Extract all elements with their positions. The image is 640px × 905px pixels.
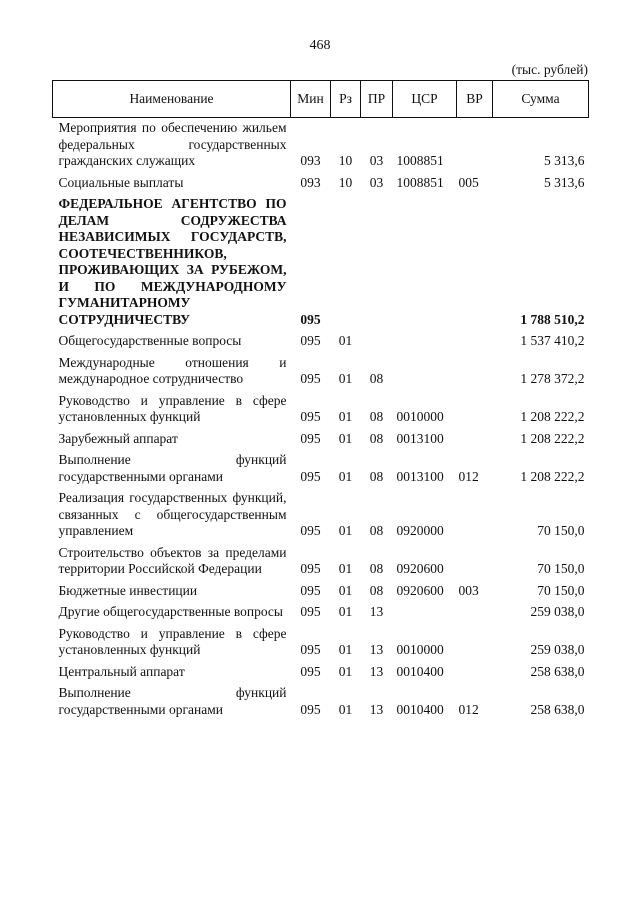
cell-vr	[457, 331, 493, 353]
cell-csr: 0010000	[396, 642, 444, 657]
cell-min: 095	[300, 523, 321, 538]
table-row	[53, 173, 589, 195]
cell-sum: 1 278 372,2	[520, 371, 585, 386]
cell-pr: 08	[369, 430, 384, 446]
cell-csr: 0010000	[396, 409, 444, 424]
cell-vr	[457, 118, 493, 173]
cell-name: Мероприятия по обеспечению жильем федеральных государственных гражданских служащих	[58, 120, 287, 168]
cell-name: Международные отношения и международное сотрудничество	[58, 354, 287, 386]
cell-vr	[457, 543, 493, 581]
header-vr: ВР	[457, 81, 493, 118]
cell-min: 095	[300, 333, 321, 348]
budget-table	[52, 80, 589, 721]
cell-min: 095	[300, 701, 321, 717]
cell-min: 095	[300, 430, 321, 446]
cell-name: Реализация государственных функций, связанных с общегосударственным управлением	[58, 490, 287, 538]
header-csr: ЦСР	[393, 81, 457, 118]
cell-pr: 03	[369, 153, 384, 168]
cell-name: ФЕДЕРАЛЬНОЕ АГЕНТСТВО ПО ДЕЛАМ СОДРУЖЕСТВА НЕЗАВИСИМЫХ ГОСУДАРСТВ, СООТЕЧЕСТВЕННИКОВ, ПРОЖИВАЮЩИХ ЗА РУБЕЖОМ, И ПО МЕЖДУНАРОДНОМУ ГУМАНИТАРНОМУ СОТРУДНИЧЕСТВУ	[58, 196, 287, 327]
cell-sum: 1 208 222,2	[520, 468, 585, 484]
cell-name: Другие общегосударственные вопросы	[58, 604, 283, 619]
cell-rz: 01	[338, 371, 353, 386]
cell-pr: 13	[369, 663, 384, 679]
page-number: 468	[309, 38, 331, 53]
cell-rz: 01	[338, 642, 353, 657]
cell-rz	[331, 194, 361, 331]
cell-csr	[393, 331, 457, 353]
table-row	[53, 581, 589, 603]
cell-pr	[361, 331, 393, 353]
cell-sum: 1 788 510,2	[520, 311, 585, 327]
cell-name: Выполнение функций государственными органами	[58, 452, 287, 484]
table-row	[53, 543, 589, 581]
cell-sum: 259 038,0	[530, 604, 585, 619]
cell-vr	[457, 391, 493, 429]
table-row	[53, 353, 589, 391]
cell-rz: 01	[338, 333, 353, 348]
cell-rz: 01	[338, 604, 353, 619]
header-sum: Сумма	[493, 81, 589, 118]
table-row	[53, 450, 589, 488]
cell-name: Выполнение функций государственными органами	[58, 685, 287, 717]
header-name: Наименование	[53, 81, 291, 118]
cell-pr: 08	[369, 468, 384, 484]
cell-min: 095	[300, 642, 321, 657]
cell-min: 095	[300, 561, 321, 576]
cell-sum: 1 537 410,2	[520, 333, 585, 348]
table-row	[53, 488, 589, 543]
cell-name: Руководство и управление в сфере установленных функций	[58, 392, 287, 424]
cell-csr: 0920000	[396, 523, 444, 538]
cell-rz: 01	[338, 468, 353, 484]
cell-sum: 1 208 222,2	[520, 430, 585, 446]
cell-rz: 01	[338, 409, 353, 424]
cell-csr: 1008851	[396, 174, 444, 190]
table-row	[53, 391, 589, 429]
units-label: (тыс. рублей)	[511, 62, 588, 77]
cell-rz: 01	[338, 663, 353, 679]
cell-name: Руководство и управление в сфере установленных функций	[58, 625, 287, 657]
cell-pr: 13	[369, 604, 384, 619]
cell-vr	[457, 624, 493, 662]
cell-vr	[457, 353, 493, 391]
cell-sum: 70 150,0	[537, 582, 585, 598]
cell-min: 095	[300, 311, 321, 327]
cell-vr: 005	[458, 174, 479, 190]
cell-name: Бюджетные инвестиции	[58, 582, 198, 598]
cell-rz: 01	[338, 430, 353, 446]
cell-pr: 03	[369, 174, 384, 190]
cell-name: Центральный аппарат	[58, 663, 185, 679]
cell-vr	[457, 602, 493, 624]
table-row	[53, 331, 589, 353]
cell-sum: 258 638,0	[530, 701, 585, 717]
cell-rz: 10	[338, 153, 353, 168]
cell-pr	[361, 194, 393, 331]
cell-min: 095	[300, 604, 321, 619]
table-row	[53, 624, 589, 662]
header-rz: Рз	[331, 81, 361, 118]
table-row	[53, 602, 589, 624]
cell-min: 093	[300, 153, 321, 168]
cell-csr: 0920600	[396, 582, 444, 598]
table-row	[53, 429, 589, 451]
cell-csr: 0010400	[396, 663, 444, 679]
cell-min: 095	[300, 663, 321, 679]
cell-csr	[393, 194, 457, 331]
cell-min: 095	[300, 409, 321, 424]
cell-rz: 01	[338, 523, 353, 538]
cell-pr: 08	[369, 582, 384, 598]
cell-vr	[457, 488, 493, 543]
cell-name: Общегосударственные вопросы	[58, 333, 242, 348]
cell-min: 093	[300, 174, 321, 190]
header-pr: ПР	[361, 81, 393, 118]
cell-csr: 0013100	[396, 468, 444, 484]
cell-csr	[393, 602, 457, 624]
cell-sum: 1 208 222,2	[520, 409, 585, 424]
cell-csr: 0920600	[396, 561, 444, 576]
table-header	[53, 81, 589, 118]
cell-name: Зарубежный аппарат	[58, 430, 178, 446]
cell-csr: 0013100	[396, 430, 444, 446]
cell-rz: 10	[338, 174, 353, 190]
cell-vr: 012	[458, 468, 479, 484]
cell-vr	[457, 194, 493, 331]
cell-rz: 01	[338, 701, 353, 717]
cell-csr: 1008851	[396, 153, 444, 168]
cell-rz: 01	[338, 582, 353, 598]
cell-sum: 258 638,0	[530, 663, 585, 679]
cell-vr	[457, 662, 493, 684]
table-row	[53, 683, 589, 721]
header-min: Мин	[291, 81, 331, 118]
cell-pr: 08	[369, 409, 384, 424]
cell-csr: 0010400	[396, 701, 444, 717]
table-row	[53, 118, 589, 173]
cell-min: 095	[300, 582, 321, 598]
cell-pr: 08	[369, 371, 384, 386]
cell-pr: 08	[369, 523, 384, 538]
table-body	[53, 118, 589, 722]
table-row	[53, 662, 589, 684]
cell-vr: 012	[458, 701, 479, 717]
cell-name: Социальные выплаты	[58, 174, 184, 190]
cell-sum: 70 150,0	[537, 561, 585, 576]
cell-pr: 08	[369, 561, 384, 576]
cell-pr: 13	[369, 642, 384, 657]
cell-sum: 5 313,6	[544, 153, 585, 168]
cell-vr: 003	[458, 582, 479, 598]
cell-rz: 01	[338, 561, 353, 576]
cell-sum: 259 038,0	[530, 642, 585, 657]
cell-min: 095	[300, 468, 321, 484]
cell-csr	[393, 353, 457, 391]
cell-vr	[457, 429, 493, 451]
cell-sum: 5 313,6	[544, 174, 585, 190]
cell-sum: 70 150,0	[537, 523, 585, 538]
cell-min: 095	[300, 371, 321, 386]
table-row	[53, 194, 589, 331]
cell-name: Строительство объектов за пределами территории Российской Федерации	[58, 544, 287, 576]
cell-pr: 13	[369, 701, 384, 717]
